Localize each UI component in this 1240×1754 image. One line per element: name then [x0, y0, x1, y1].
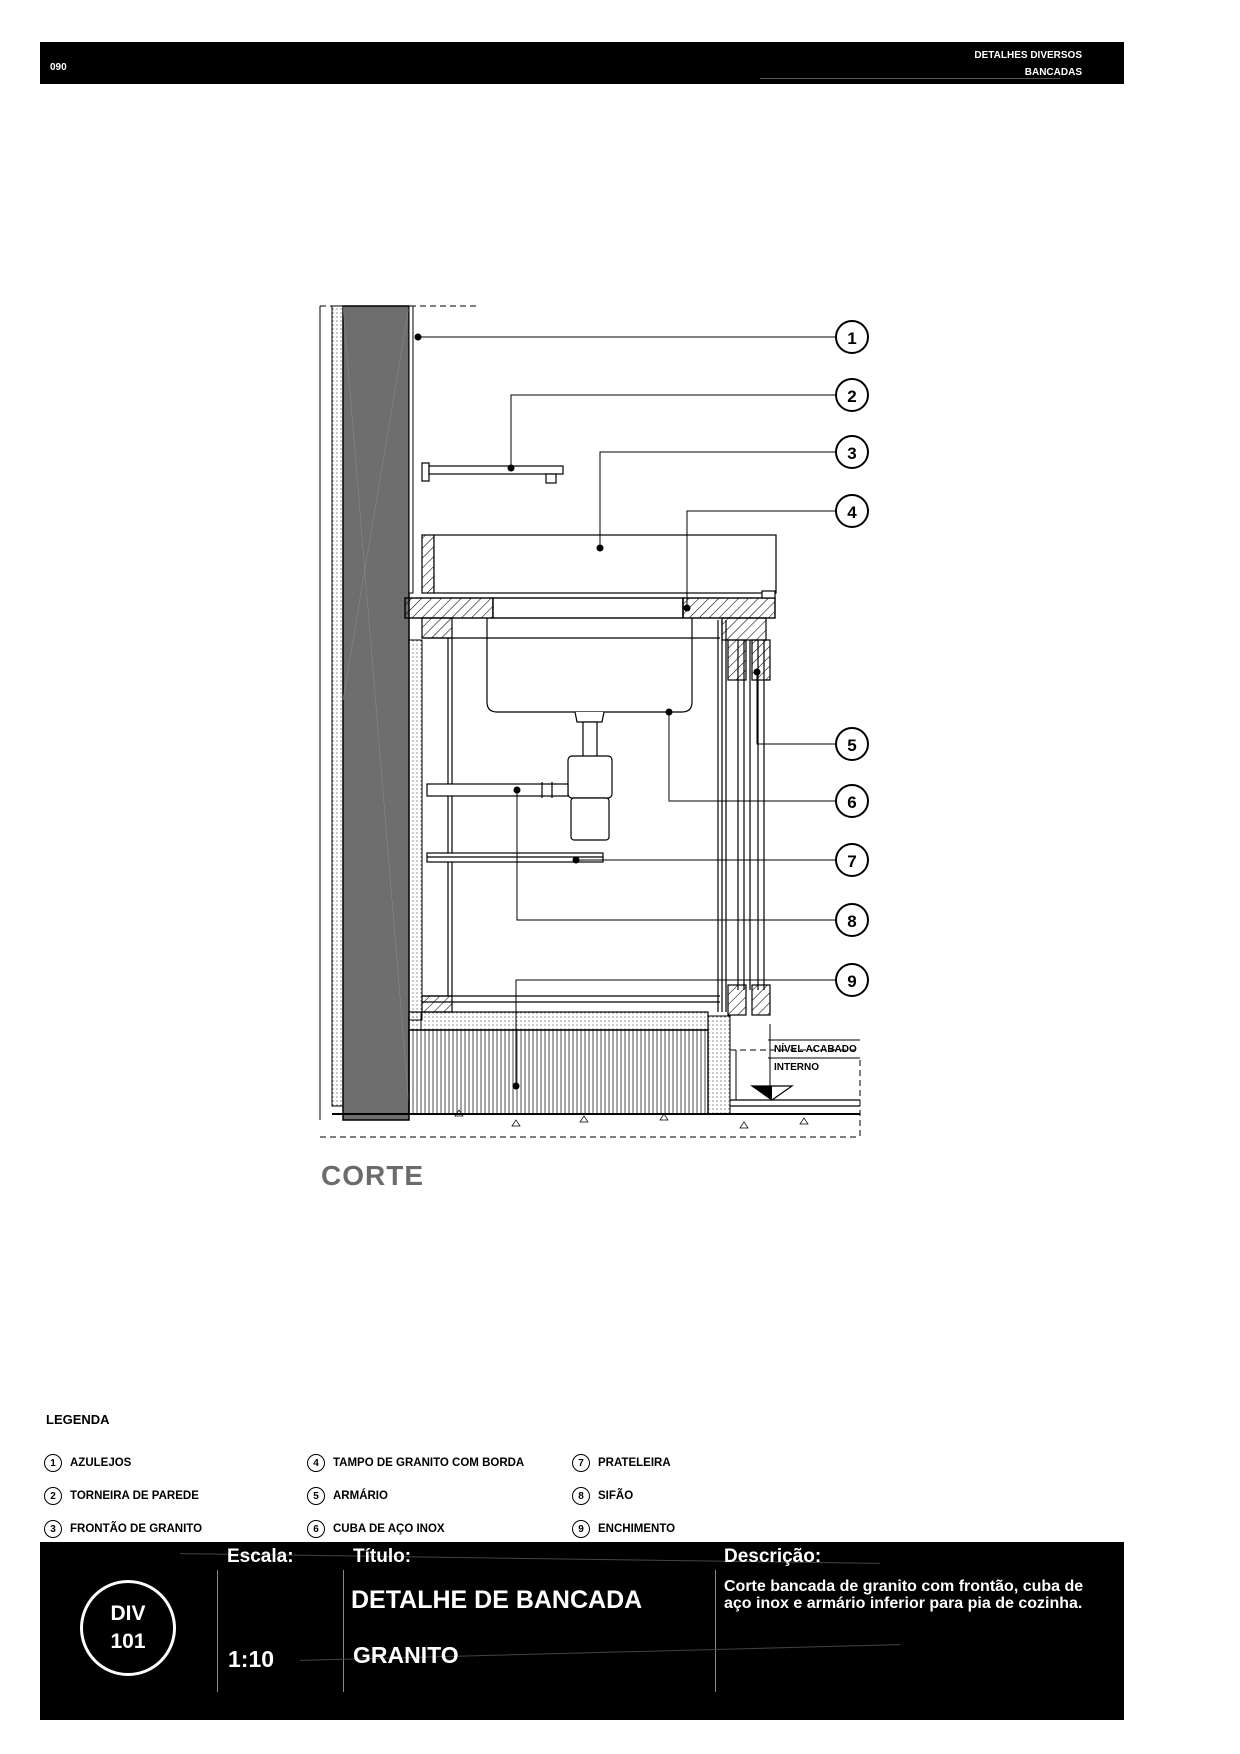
- callout-3-label: 3: [847, 444, 857, 463]
- title-block-divider: [217, 1570, 218, 1692]
- legend-item: [44, 1452, 131, 1474]
- callout-6: [836, 785, 868, 817]
- legend-item: [44, 1518, 202, 1540]
- sheet-code-badge: [80, 1580, 176, 1676]
- legend-label: TORNEIRA DE PAREDE: [70, 1490, 199, 1502]
- description-text: Corte bancada de granito com frontão, cuba de aço inox e armário inferior para pia de cozinha.: [724, 1578, 1084, 1612]
- title-label: Título:: [353, 1546, 412, 1567]
- description-label: Descrição:: [724, 1546, 822, 1567]
- legend-title: LEGENDA: [46, 1412, 110, 1427]
- callout-3: [836, 436, 868, 468]
- callout-4: [836, 495, 868, 527]
- level-label-line2: INTERNO: [774, 1062, 819, 1073]
- scale-value: 1:10: [228, 1646, 275, 1672]
- callout-8: [836, 904, 868, 936]
- page-number: 090: [50, 62, 67, 73]
- legend-item: [572, 1518, 675, 1540]
- siphon-pipe: [427, 782, 568, 798]
- section-title: DETALHES DIVERSOS: [974, 50, 1082, 61]
- callout-5: [836, 728, 868, 760]
- legend-item: [572, 1452, 671, 1474]
- legend-label: PRATELEIRA: [598, 1457, 671, 1469]
- tiles: [409, 306, 422, 1020]
- legend-item: [572, 1485, 633, 1507]
- title-block: [40, 1542, 1124, 1720]
- legend-label: ARMÁRIO: [333, 1490, 388, 1502]
- callout-2: [836, 379, 868, 411]
- callout-9: [836, 964, 868, 996]
- sheet-code-line1: DIV: [110, 1602, 146, 1625]
- title-block-divider: [715, 1570, 716, 1692]
- level-label-line1: NÍVEL ACABADO: [774, 1044, 857, 1055]
- callout-5-label: 5: [847, 736, 857, 755]
- legend-num: 1: [44, 1454, 62, 1472]
- granite-backsplash: [422, 535, 776, 593]
- scale-label: Escala:: [227, 1546, 294, 1567]
- legend-num: 4: [307, 1454, 325, 1472]
- callout-bubbles: [836, 321, 868, 996]
- legend-num: 9: [572, 1520, 590, 1538]
- callout-9-label: 9: [847, 972, 857, 991]
- legend-label: FRONTÃO DE GRANITO: [70, 1523, 203, 1535]
- title-line2: GRANITO: [353, 1642, 459, 1668]
- level-marker: [752, 1024, 860, 1100]
- legend-item: [44, 1485, 199, 1507]
- callout-4-label: 4: [847, 503, 857, 522]
- title-block-divider: [343, 1570, 344, 1692]
- legend-item: [307, 1485, 388, 1507]
- title-line1: DETALHE DE BANCADA: [351, 1586, 643, 1614]
- legend-label: TAMPO DE GRANITO COM BORDA: [333, 1457, 525, 1469]
- legend-item: [307, 1518, 445, 1540]
- legend-label: CUBA DE AÇO INOX: [333, 1523, 445, 1535]
- callout-7: [836, 844, 868, 876]
- stainless-sink: [487, 618, 692, 840]
- sheet-code-line2: 101: [110, 1630, 146, 1653]
- wall-faucet: [422, 463, 563, 483]
- legend-num: 3: [44, 1520, 62, 1538]
- wall: [320, 306, 480, 1120]
- callout-1: [836, 321, 868, 353]
- callout-1-label: 1: [847, 329, 857, 348]
- callout-2-label: 2: [847, 387, 857, 406]
- legend-num: 7: [572, 1454, 590, 1472]
- legend-num: 6: [307, 1520, 325, 1538]
- legend-num: 8: [572, 1487, 590, 1505]
- granite-countertop: [405, 591, 775, 618]
- legend-label: ENCHIMENTO: [598, 1523, 676, 1535]
- section-subtitle: BANCADAS: [1024, 67, 1082, 78]
- view-label: CORTE: [321, 1160, 424, 1191]
- legend-num: 5: [307, 1487, 325, 1505]
- legend-label: AZULEJOS: [70, 1457, 132, 1469]
- legend-label: SIFÃO: [598, 1490, 634, 1502]
- callout-6-label: 6: [847, 793, 857, 812]
- legend-num: 2: [44, 1487, 62, 1505]
- callout-8-label: 8: [847, 912, 857, 931]
- callout-7-label: 7: [847, 852, 857, 871]
- legend-item: [307, 1452, 524, 1474]
